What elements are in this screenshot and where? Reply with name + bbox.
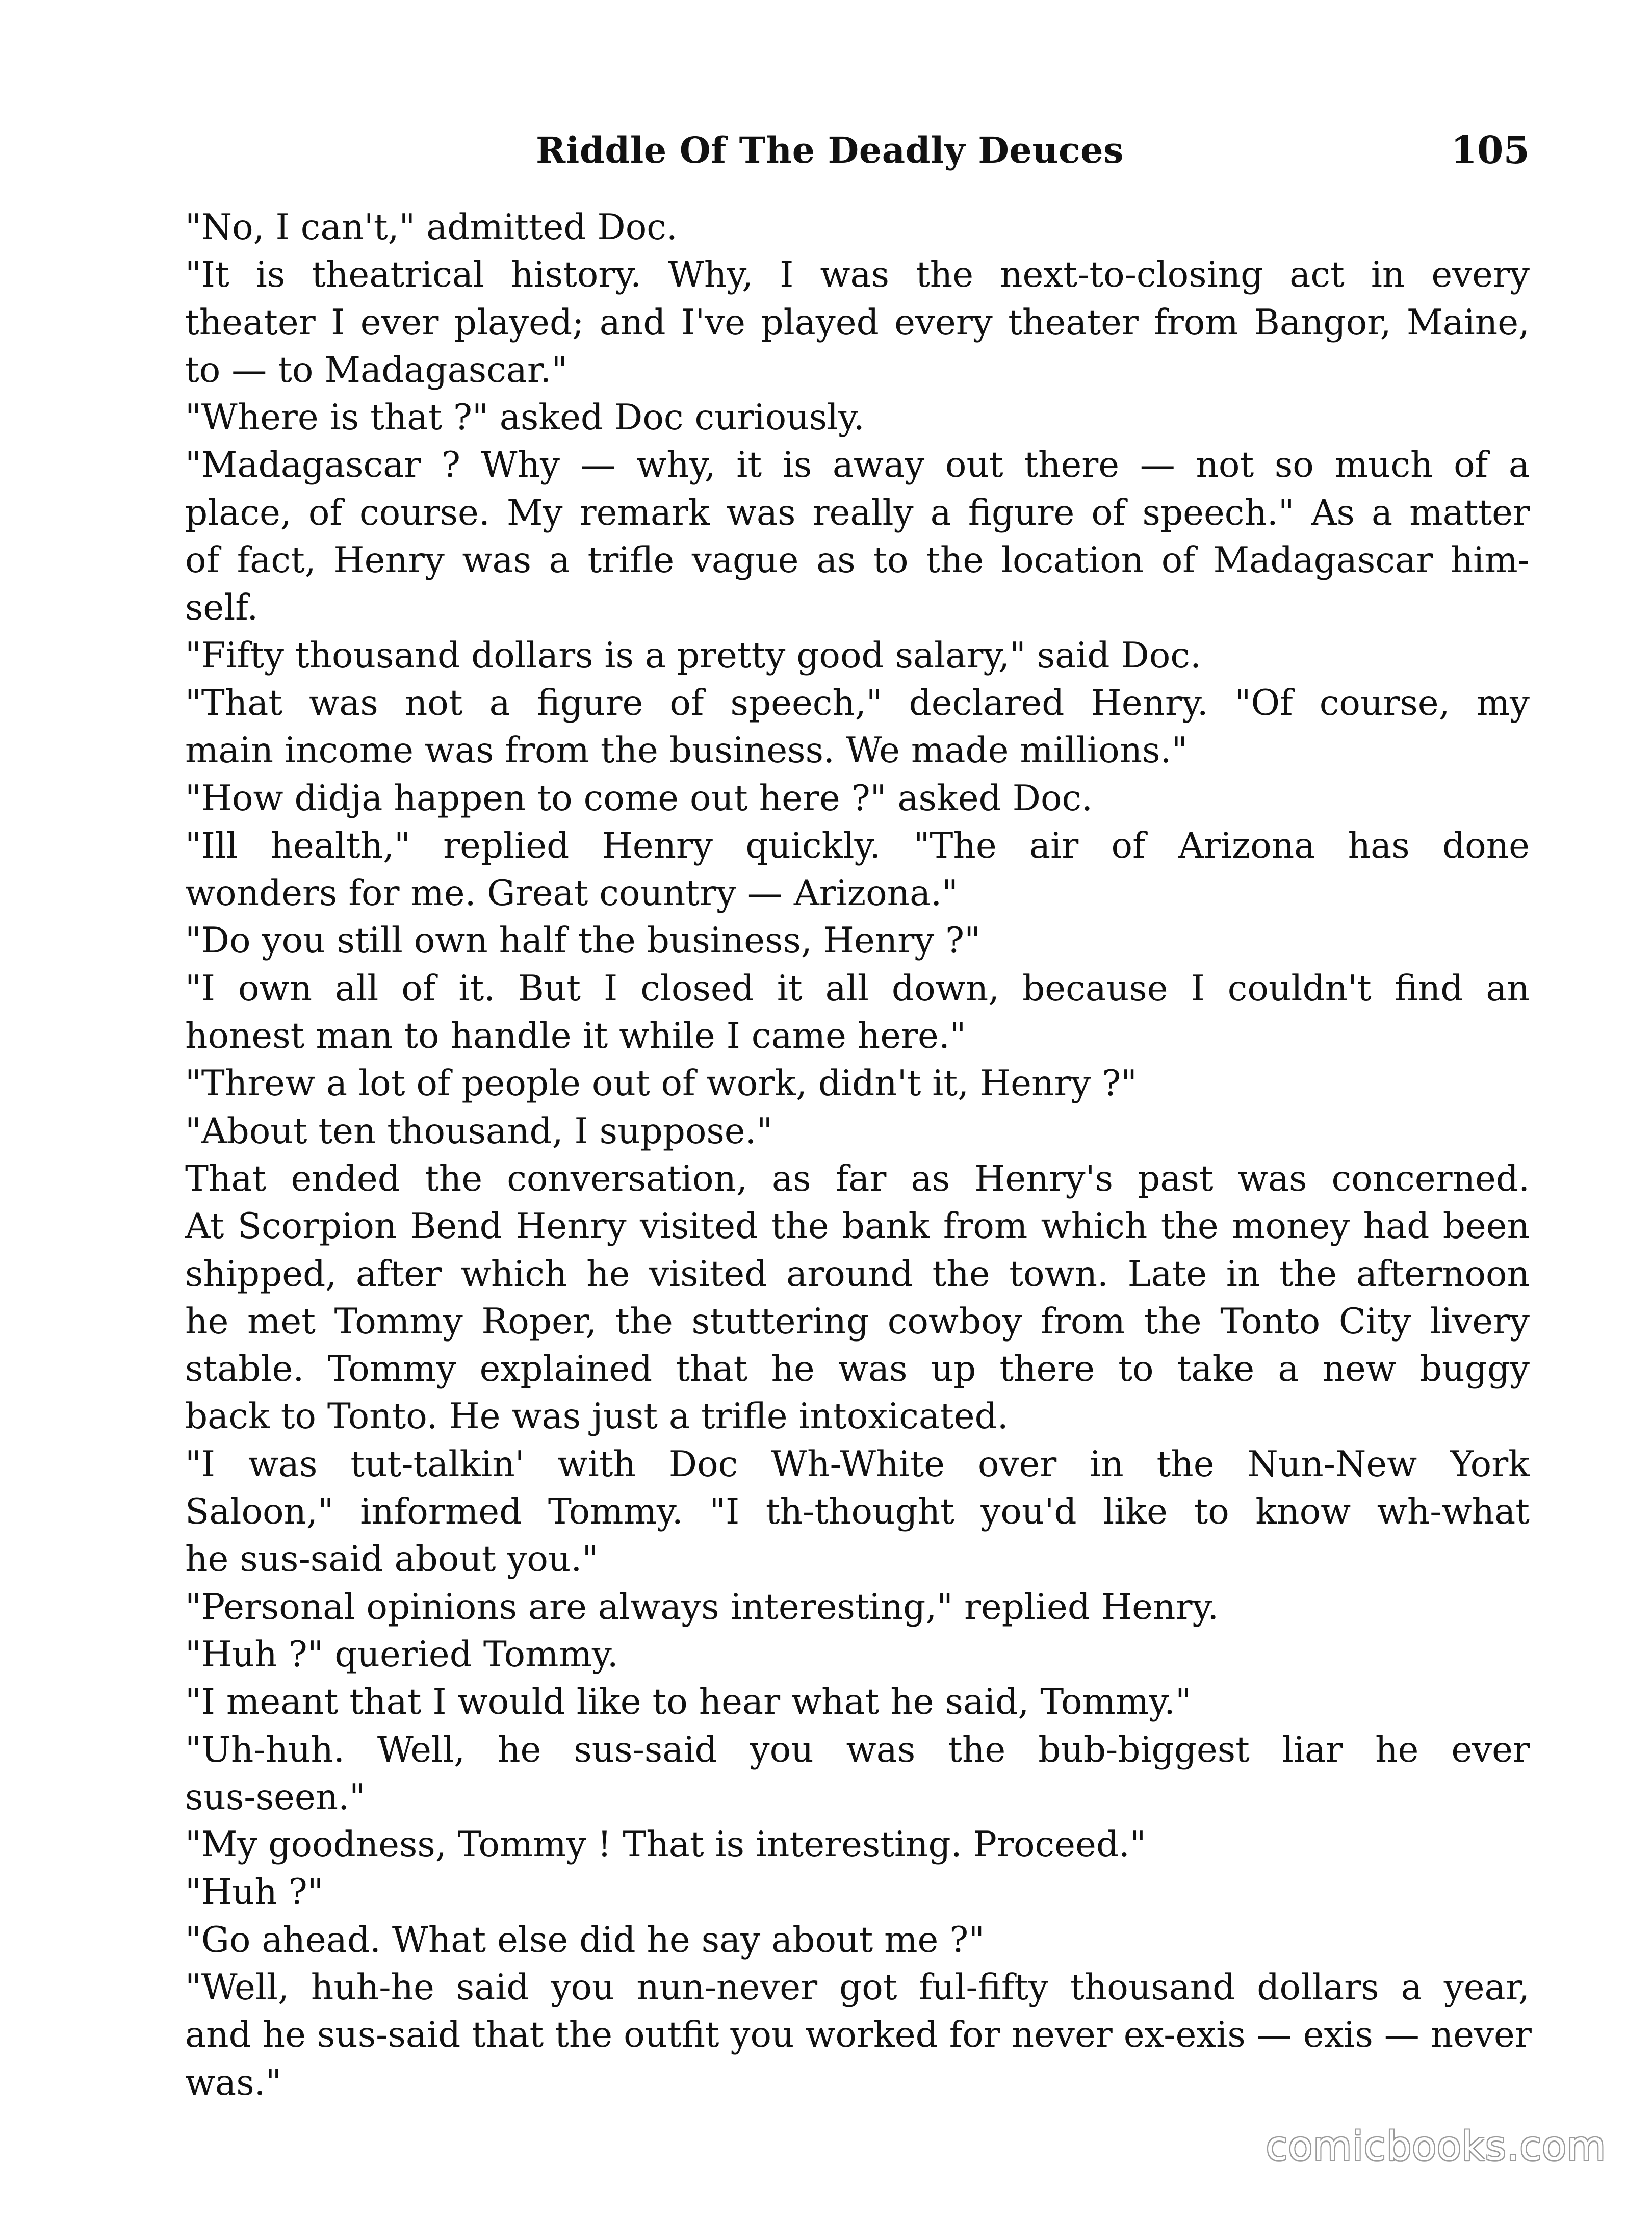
running-title: Riddle Of The Deadly Deuces (536, 129, 1124, 171)
paragraph (130, 251, 1530, 394)
text-line: "It is theatrical history. Why, I was the next-to-closing act in every (185, 254, 1530, 296)
text-line: "I was tut-talkin' with Doc Wh-White over in the Nun-New York (185, 1443, 1530, 1485)
paragraph (130, 1108, 1530, 1155)
paragraph (130, 1155, 1530, 1441)
paragraph (130, 965, 1530, 1061)
text-line: place, of course. My remark was really a figure of speech." As a matter (185, 492, 1530, 533)
text-line: wonders for me. Great country — Arizona." (185, 873, 958, 914)
paragraph (130, 917, 1530, 965)
text-line: "I own all of it. But I closed it all down, because I couldn't find an (185, 968, 1530, 1009)
text-line: "That was not a figure of speech," declared Henry. "Of course, my (185, 682, 1530, 724)
text-line: "Huh ?" (185, 1872, 324, 1913)
text-line: "Fifty thousand dollars is a pretty good salary," said Doc. (185, 635, 1201, 676)
text-line: At Scorpion Bend Henry visited the bank from which the money had been (185, 1206, 1530, 1247)
paragraph (130, 822, 1530, 918)
site-watermark: comicbooks.com (1266, 2124, 1606, 2170)
text-line: honest man to handle it while I came here." (185, 1016, 966, 1057)
text-line: "Madagascar ? Why — why, it is away out there — not so much of a (185, 445, 1530, 486)
paragraph (130, 1726, 1530, 1822)
text-line: "Do you still own half the business, Henry ?" (185, 920, 980, 962)
text-line: back to Tonto. He was just a trifle intoxicated. (185, 1396, 1009, 1437)
paragraph (130, 1060, 1530, 1107)
text-line: he sus-said about you." (185, 1539, 599, 1580)
text-line: sus-seen." (185, 1776, 366, 1818)
paragraph (130, 775, 1530, 822)
text-line: main income was from the business. We made millions." (185, 730, 1188, 771)
text-line: "Uh-huh. Well, he sus-said you was the bub-biggest liar he ever (185, 1729, 1530, 1770)
text-line: "I meant that I would like to hear what he said, Tommy." (185, 1682, 1192, 1723)
text-line: stable. Tommy explained that he was up there to take a new buggy (185, 1349, 1530, 1390)
text-line: theater I ever played; and I've played every theater from Bangor, Maine, (185, 302, 1530, 343)
body-text (130, 204, 1530, 2107)
text-line: and he sus-said that the outfit you worked for never ex-exis — exis — never (185, 2015, 1532, 2056)
paragraph (130, 632, 1530, 680)
text-line: Saloon," informed Tommy. "I th-thought you'd like to know wh-what (185, 1491, 1530, 1533)
paragraph (130, 1679, 1530, 1726)
paragraph (130, 442, 1530, 632)
text-line: "Huh ?" queried Tommy. (185, 1634, 618, 1675)
text-line: "Threw a lot of people out of work, didn't it, Henry ?" (185, 1063, 1138, 1104)
text-line: "About ten thousand, I suppose." (185, 1111, 773, 1152)
paragraph (130, 204, 1530, 251)
paragraph (130, 1917, 1530, 1964)
text-line: That ended the conversation, as far as Henry's past was concerned. (185, 1158, 1530, 1199)
text-line: "Go ahead. What else did he say about me ?" (185, 1919, 985, 1961)
page-number: 105 (1451, 128, 1530, 172)
paragraph (130, 680, 1530, 775)
text-line: self. (185, 587, 259, 629)
text-line: "Ill health," replied Henry quickly. "The air of Arizona has done (185, 825, 1530, 866)
text-line: "Well, huh-he said you nun-never got ful-fifty thousand dollars a year, (185, 1967, 1530, 2008)
paragraph (130, 394, 1530, 442)
text-line: "My goodness, Tommy ! That is interesting. Proceed." (185, 1824, 1146, 1866)
text-line: "Where is that ?" asked Doc curiously. (185, 397, 865, 439)
page-header (130, 122, 1530, 178)
text-line: "Personal opinions are always interesting," replied Henry. (185, 1586, 1219, 1628)
text-line: of fact, Henry was a trifle vague as to the location of Madagascar him- (185, 540, 1530, 581)
paragraph (130, 1631, 1530, 1679)
text-line: was." (185, 2062, 282, 2103)
text-line: to — to Madagascar." (185, 349, 568, 391)
paragraph (130, 1441, 1530, 1584)
paragraph (130, 1584, 1530, 1631)
text-line: he met Tommy Roper, the stuttering cowboy from the Tonto City livery (185, 1301, 1530, 1342)
paragraph (130, 1821, 1530, 1869)
text-line: "No, I can't," admitted Doc. (185, 207, 678, 248)
text-line: shipped, after which he visited around the town. Late in the afternoon (185, 1253, 1530, 1295)
paragraph (130, 1964, 1530, 2107)
paragraph (130, 1869, 1530, 1916)
text-line: "How didja happen to come out here ?" asked Doc. (185, 778, 1093, 819)
